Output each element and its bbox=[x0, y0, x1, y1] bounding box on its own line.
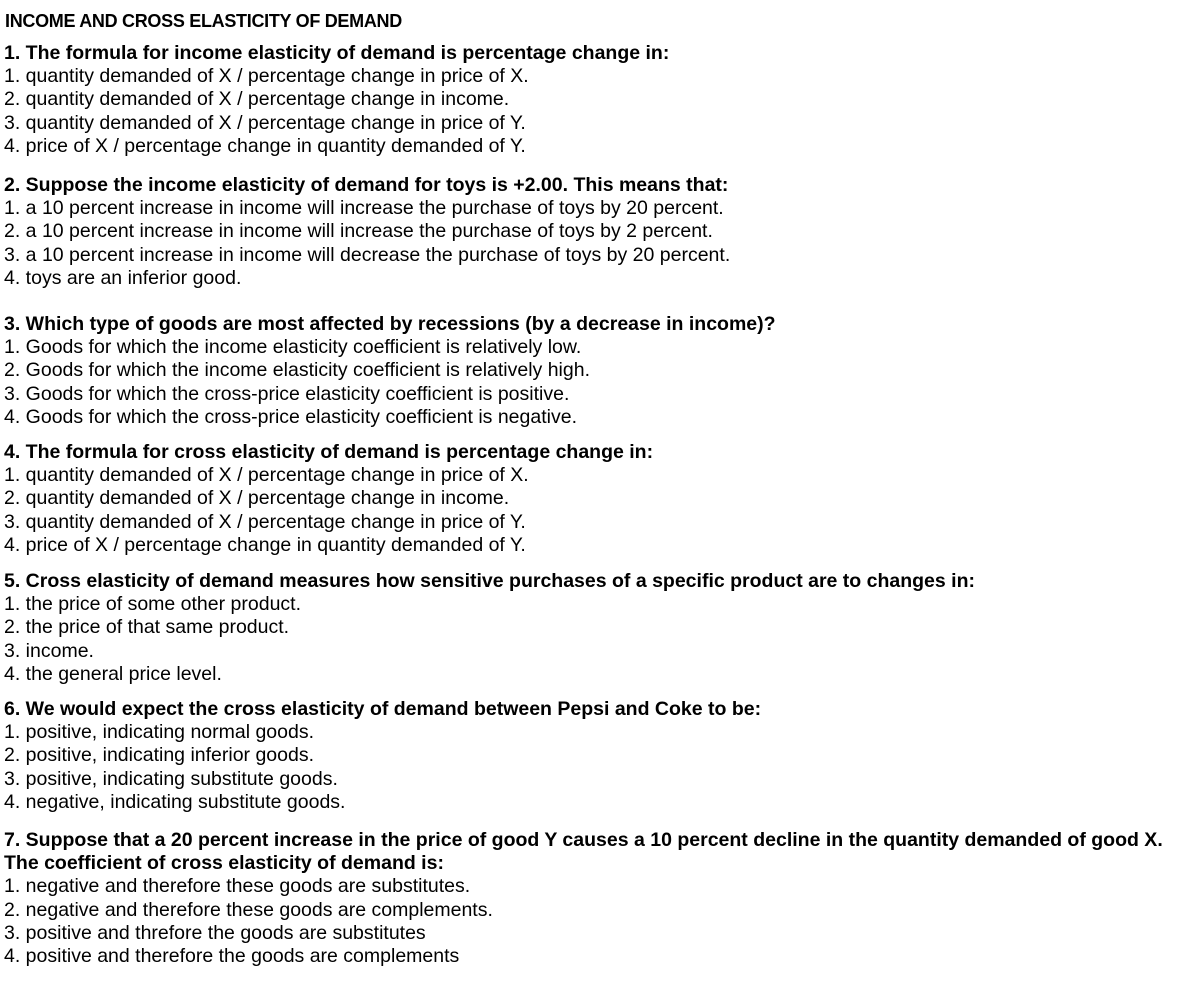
answer-option: 4. toys are an inferior good. bbox=[4, 266, 242, 289]
question-stem: 4. The formula for cross elasticity of demand is percentage change in: bbox=[4, 441, 654, 463]
answer-option: 3. positive, indicating substitute goods. bbox=[4, 767, 338, 790]
question-stem: 2. Suppose the income elasticity of demand for toys is +2.00. This means that: bbox=[4, 174, 729, 196]
answer-option: 1. positive, indicating normal goods. bbox=[4, 721, 315, 744]
answer-option: 1. a 10 percent increase in income will increase the purchase of toys by 20 percent. bbox=[4, 197, 724, 220]
answer-option: 3. positive and threfore the goods are substitutes bbox=[4, 921, 426, 944]
answer-option: 4. Goods for which the cross-price elasticity coefficient is negative. bbox=[4, 405, 577, 428]
answer-option: 4. price of X / percentage change in quantity demanded of Y. bbox=[4, 134, 526, 157]
document-title: INCOME AND CROSS ELASTICITY OF DEMAND bbox=[5, 11, 402, 31]
question-4 bbox=[4, 441, 653, 557]
question-5 bbox=[4, 570, 975, 686]
question-stem: 6. We would expect the cross elasticity of demand between Pepsi and Coke to be: bbox=[4, 698, 762, 720]
answer-option: 2. negative and therefore these goods are complements. bbox=[4, 898, 493, 921]
question-stem: 3. Which type of goods are most affected by recessions (by a decrease in income)? bbox=[4, 313, 776, 335]
question-6 bbox=[4, 698, 761, 814]
question-2 bbox=[4, 174, 730, 290]
question-stem-continued: The coefficient of cross elasticity of demand is: bbox=[4, 852, 444, 875]
answer-option: 3. a 10 percent increase in income will decrease the purchase of toys by 20 percent. bbox=[4, 243, 731, 266]
answer-option: 3. Goods for which the cross-price elasticity coefficient is positive. bbox=[4, 382, 570, 405]
question-7 bbox=[4, 829, 1163, 968]
answer-option: 1. quantity demanded of X / percentage change in price of X. bbox=[4, 464, 529, 487]
answer-option: 2. a 10 percent increase in income will increase the purchase of toys by 2 percent. bbox=[4, 220, 713, 243]
answer-option: 2. quantity demanded of X / percentage change in income. bbox=[4, 88, 510, 111]
answer-option: 4. the general price level. bbox=[4, 662, 222, 685]
question-stem: 5. Cross elasticity of demand measures how sensitive purchases of a specific product are to changes in: bbox=[4, 570, 975, 592]
answer-option: 3. quantity demanded of X / percentage change in price of Y. bbox=[4, 111, 526, 134]
answer-option: 2. quantity demanded of X / percentage change in income. bbox=[4, 487, 510, 510]
answer-option: 2. positive, indicating inferior goods. bbox=[4, 744, 315, 767]
question-stem: 1. The formula for income elasticity of demand is percentage change in: bbox=[4, 42, 670, 64]
answer-option: 4. negative, indicating substitute goods. bbox=[4, 790, 346, 813]
answer-option: 1. negative and therefore these goods are substitutes. bbox=[4, 875, 471, 898]
question-1 bbox=[4, 42, 669, 158]
answer-option: 1. Goods for which the income elasticity coefficient is relatively low. bbox=[4, 336, 582, 359]
answer-option: 4. price of X / percentage change in quantity demanded of Y. bbox=[4, 533, 526, 556]
answer-option: 2. Goods for which the income elasticity coefficient is relatively high. bbox=[4, 359, 590, 382]
answer-option: 4. positive and therefore the goods are complements bbox=[4, 945, 460, 968]
answer-option: 3. income. bbox=[4, 639, 94, 662]
answer-option: 1. the price of some other product. bbox=[4, 593, 301, 616]
question-3 bbox=[4, 313, 776, 429]
question-stem: 7. Suppose that a 20 percent increase in the price of good Y causes a 10 percent decline in the quantity demanded of good X. bbox=[4, 829, 1163, 851]
answer-option: 2. the price of that same product. bbox=[4, 616, 290, 639]
answer-option: 1. quantity demanded of X / percentage change in price of X. bbox=[4, 65, 529, 88]
answer-option: 3. quantity demanded of X / percentage change in price of Y. bbox=[4, 510, 526, 533]
